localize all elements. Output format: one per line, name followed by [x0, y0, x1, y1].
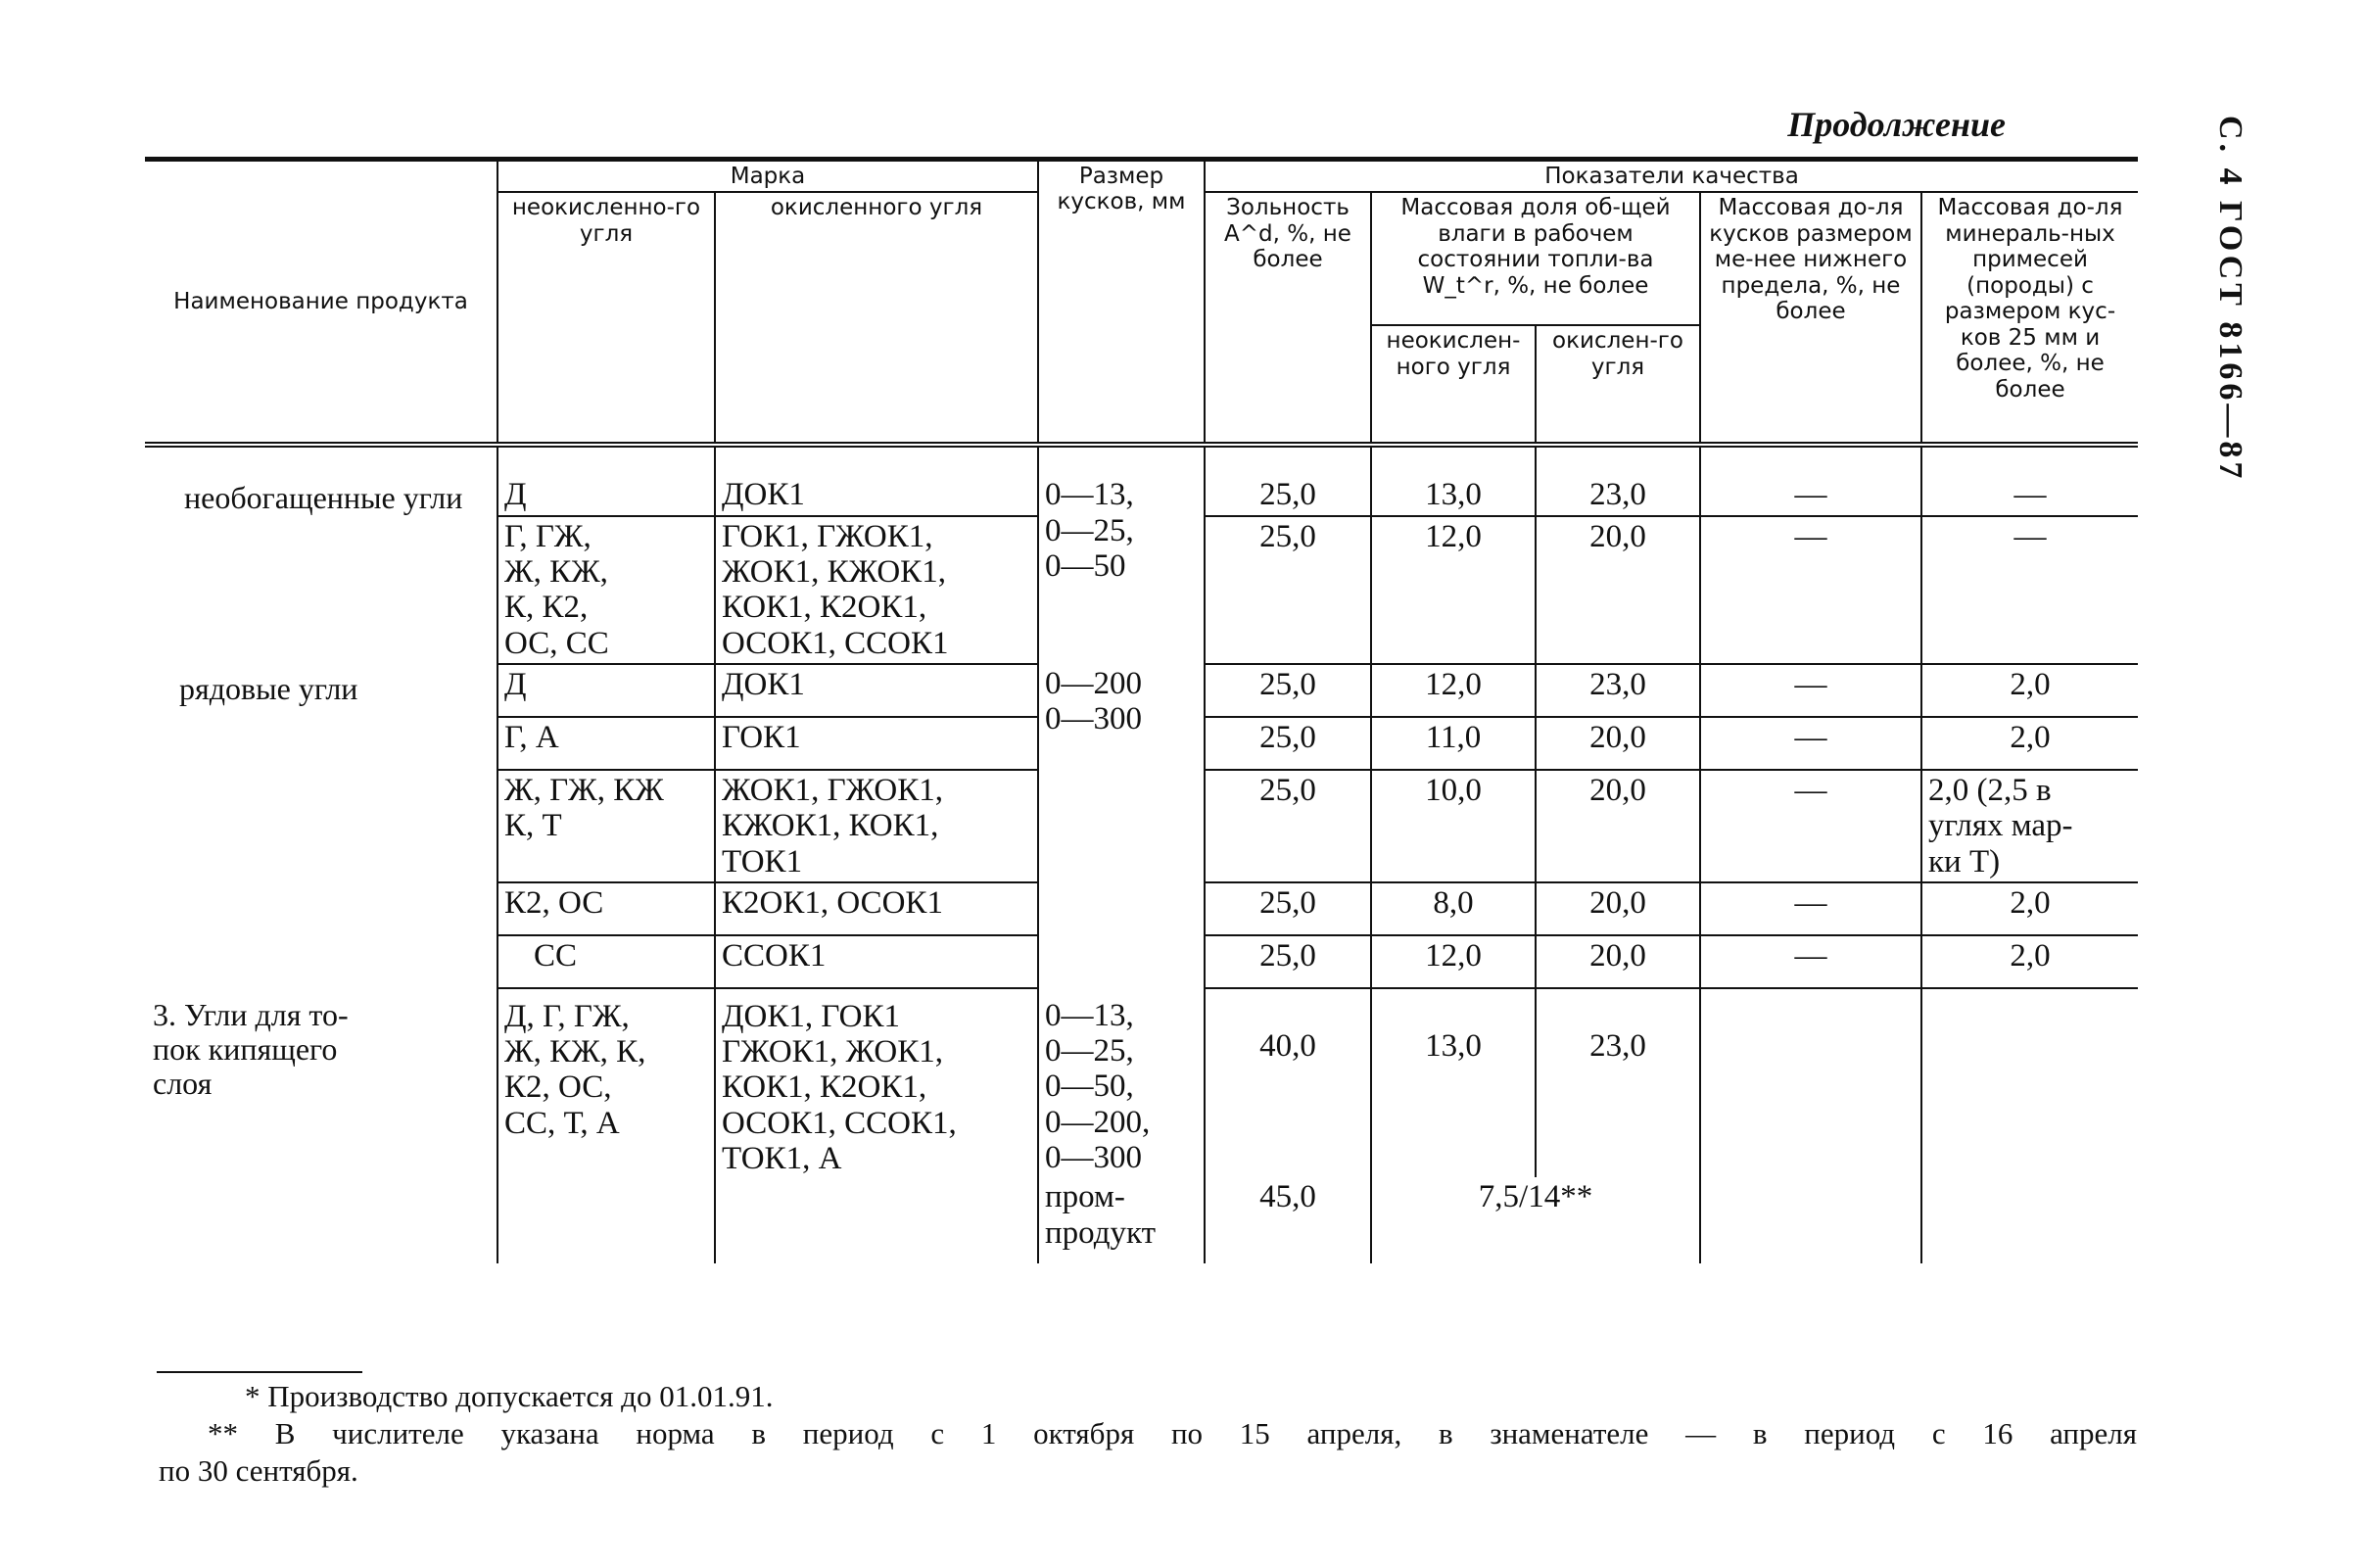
table-row — [145, 664, 2138, 717]
mineral-value: — — [1921, 516, 2138, 664]
mark-oxidized: ДОК1 — [715, 445, 1038, 515]
mark-oxidized: ГОК1, ГЖОК1, ЖОК1, КЖОК1, КОК1, К2ОК1, ОСОК1, ССОК1 — [715, 516, 1038, 664]
moisture-oxidized-value: 23,0 — [1536, 664, 1700, 717]
mark-unoxidized: Г, ГЖ, Ж, КЖ, К, К2, ОС, СС — [497, 516, 715, 664]
below-limit-value: — — [1700, 445, 1921, 515]
below-limit-value: — — [1700, 770, 1921, 882]
header-quality: Показатели качества — [1205, 160, 2138, 193]
moisture-oxidized-value: 20,0 — [1536, 717, 1700, 770]
table-row — [145, 445, 2138, 515]
continuation-label: Продолжение — [1787, 105, 2006, 144]
footnote-2-cont: по 30 сентября. — [159, 1453, 358, 1488]
moisture-oxidized-value: 20,0 — [1536, 516, 1700, 664]
product-name: необогащенные угли — [145, 445, 497, 663]
header-moisture-unoxidized: неокислен-ного угля — [1371, 325, 1536, 445]
mineral-value: 2,0 — [1921, 935, 2138, 988]
below-limit-value: — — [1700, 882, 1921, 935]
below-limit-value: — — [1700, 664, 1921, 717]
header-oxidized: окисленного угля — [715, 192, 1038, 445]
ash-value: 45,0 — [1205, 1177, 1371, 1263]
moisture-unoxidized-value: 12,0 — [1371, 516, 1536, 664]
below-limit-value: — — [1700, 516, 1921, 664]
moisture-unoxidized-value: 13,0 — [1371, 445, 1536, 515]
ash-value: 25,0 — [1205, 516, 1371, 664]
moisture-unoxidized-value: 12,0 — [1371, 664, 1536, 717]
moisture-combined-value: 7,5/14** — [1371, 1177, 1700, 1263]
ash-value: 40,0 — [1205, 988, 1371, 1177]
moisture-oxidized-value: 20,0 — [1536, 882, 1700, 935]
header-unoxidized: неокисленно-го угля — [497, 192, 715, 445]
mark-unoxidized: Д, Г, ГЖ, Ж, КЖ, К, К2, ОС, СС, Т, А — [497, 988, 715, 1263]
ash-value: 25,0 — [1205, 717, 1371, 770]
table-row — [145, 988, 2138, 1177]
moisture-unoxidized-value: 13,0 — [1371, 988, 1536, 1177]
mineral-value — [1921, 988, 2138, 1263]
mark-oxidized: ДОК1 — [715, 664, 1038, 717]
header-size: Размер кусков, мм — [1038, 160, 1205, 446]
moisture-unoxidized-value: 10,0 — [1371, 770, 1536, 882]
mark-oxidized: ЖОК1, ГЖОК1, КЖОК1, КОК1, ТОК1 — [715, 770, 1038, 882]
header-name: Наименование продукта — [145, 160, 497, 446]
mineral-value: — — [1921, 445, 2138, 515]
header-mark: Марка — [497, 160, 1038, 193]
mark-oxidized: ДОК1, ГОК1 ГЖОК1, ЖОК1, КОК1, К2ОК1, ОСОК1, ССОК1, ТОК1, А — [715, 988, 1038, 1263]
size-range: пром- продукт — [1038, 1177, 1205, 1263]
mark-unoxidized: Ж, ГЖ, КЖ К, Т — [497, 770, 715, 882]
header-mineral: Массовая до-ля минераль-ных примесей (породы) с размером кус-ков 25 мм и более, %, не более — [1921, 192, 2138, 445]
header-moisture-oxidized: окислен-го угля — [1536, 325, 1700, 445]
mark-unoxidized: Д — [497, 664, 715, 717]
footnote-2: ** В числителе указана норма в период с 1 октября по 15 апреля, в знаменателе — в период с 16 апреля — [208, 1416, 2137, 1450]
mark-unoxidized: Г, А — [497, 717, 715, 770]
product-name: 3. Угли для то- пок кипящего слоя — [145, 988, 497, 1263]
moisture-unoxidized-value: 11,0 — [1371, 717, 1536, 770]
size-range: 0—13, 0—25, 0—50, 0—200, 0—300 — [1038, 988, 1205, 1177]
mineral-value: 2,0 — [1921, 717, 2138, 770]
mark-unoxidized: СС — [497, 935, 715, 988]
footnote-1: * Производство допускается до 01.01.91. — [245, 1379, 774, 1413]
moisture-oxidized-value: 20,0 — [1536, 935, 1700, 988]
header-below-limit: Массовая до-ля кусков размером ме-нее нижнего предела, %, не более — [1700, 192, 1921, 445]
ash-value: 25,0 — [1205, 882, 1371, 935]
mark-unoxidized: К2, ОС — [497, 882, 715, 935]
ash-value: 25,0 — [1205, 770, 1371, 882]
moisture-unoxidized-value: 8,0 — [1371, 882, 1536, 935]
moisture-oxidized-value: 23,0 — [1536, 988, 1700, 1177]
quality-table — [145, 157, 2138, 1263]
mineral-value: 2,0 — [1921, 882, 2138, 935]
ash-value: 25,0 — [1205, 935, 1371, 988]
product-name: рядовые угли — [145, 664, 497, 988]
mineral-value: 2,0 (2,5 в углях мар- ки Т) — [1921, 770, 2138, 882]
moisture-unoxidized-value: 12,0 — [1371, 935, 1536, 988]
moisture-oxidized-value: 23,0 — [1536, 445, 1700, 515]
header-moisture: Массовая доля об-щей влаги в рабочем состоянии топли-ва W_t^r, %, не более — [1371, 192, 1700, 325]
below-limit-value: — — [1700, 717, 1921, 770]
mineral-value: 2,0 — [1921, 664, 2138, 717]
moisture-oxidized-value: 20,0 — [1536, 770, 1700, 882]
below-limit-value — [1700, 988, 1921, 1263]
ash-value: 25,0 — [1205, 664, 1371, 717]
mark-oxidized: ГОК1 — [715, 717, 1038, 770]
mark-unoxidized: Д — [497, 445, 715, 515]
standard-reference: С. 4 ГОСТ 8166—87 — [2212, 116, 2249, 483]
mark-oxidized: К2ОК1, ОСОК1 — [715, 882, 1038, 935]
header-ash: Зольность A^d, %, не более — [1205, 192, 1371, 445]
below-limit-value: — — [1700, 935, 1921, 988]
footnote-rule — [157, 1371, 362, 1373]
size-range: 0—200 0—300 — [1038, 664, 1205, 988]
ash-value: 25,0 — [1205, 445, 1371, 515]
mark-oxidized: ССОК1 — [715, 935, 1038, 988]
size-range: 0—13, 0—25, 0—50 — [1038, 445, 1205, 663]
